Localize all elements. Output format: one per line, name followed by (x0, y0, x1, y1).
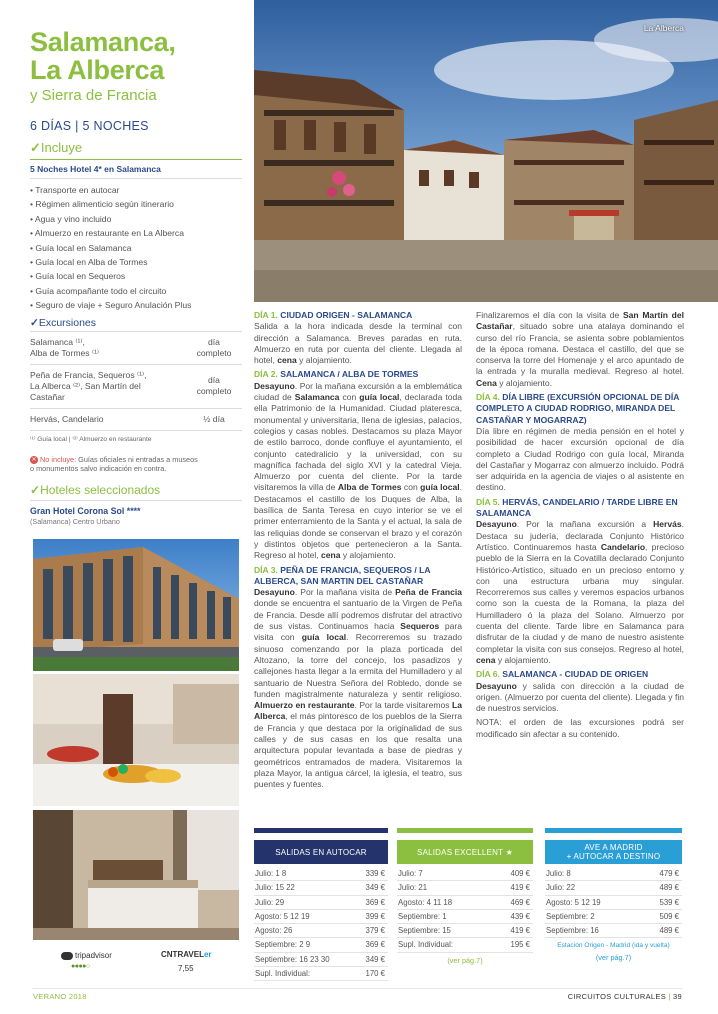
price: 170 € (365, 969, 385, 979)
day-6-heading (476, 669, 684, 680)
page-subtitle: y Sierra de Francia (30, 87, 157, 104)
day-3-text-cont (476, 310, 684, 389)
text-run: Hervás (653, 519, 682, 530)
price: 369 € (365, 940, 385, 950)
price-table-excellent (397, 828, 533, 966)
day-4-heading (476, 392, 684, 426)
list-item: • Seguro de viaje + Seguro Anulación Plus (30, 298, 242, 312)
day-title: DÍA LIBRE (EXCURSIÓN OPCIONAL DE DÍA COMPLETO A CIUDAD RODRIGO, MIRANDA DEL CASTAÑAR Y MOGARRAZ) (476, 392, 680, 425)
excursion-place-line: Castañar (30, 391, 65, 402)
price: 489 € (659, 926, 679, 936)
text-run: cena (321, 550, 341, 561)
text-run: Desayuno (476, 680, 517, 691)
includes-heading-text: Incluye (40, 140, 83, 155)
day-title: HERVÁS, CANDELARIO / TARDE LIBRE EN SALAMANCA (476, 496, 678, 519)
price: 399 € (365, 911, 385, 921)
text-run: para visita con (254, 621, 462, 643)
not-included-note (30, 455, 242, 473)
price: 195 € (510, 940, 530, 950)
price-table-header-text: SALIDAS EXCELLENT (417, 847, 504, 857)
text-run: y alojamiento. (296, 355, 352, 366)
text-run: , precioso pueblo de la Sierra en la Covatilla declarado Conjunto Histórico-Artístico, situado en un precioso entorno y con una estructura urbana muy singular. Recorreremos sus calles y veremos espacios urbanos como son la cuesta de la Romana, la plaza del Humilladero ó la plaza del Solano. Almuerzo por cuenta del cliente. Tarde libre en Salamanca para disfrutar de la ciudad y de mano de nuestro asistente completar la visita con sus consejos. Regreso al hotel, (476, 541, 684, 654)
table-row (254, 924, 388, 938)
text-run: Peña de Francia (395, 587, 462, 598)
table-row (545, 867, 682, 881)
price: 539 € (659, 897, 679, 907)
star-icon: ★ (505, 847, 513, 857)
departure-date: Supl. Individual: (255, 969, 311, 979)
text-run: , declarada toda ella Patrimonio de la Humanidad. Ciudad plateresca, monumental y universitaria, llena de iglesias, palacios, colegios y casas nobles. Destacamos su plaza Mayor de estilo barroco, donde confluye el ayuntamiento, el conjunto catedralicio y la universidad, con su magnífica fachada del siglo XVI y la catedral Vieja. Almuerzo por cuenta del cliente. Por la tarde visitaremos la villa de (254, 392, 463, 493)
text-run: . Por la mañana excursión a (516, 519, 654, 530)
excursion-days-line: completo (196, 347, 232, 358)
check-icon: ✓ (30, 316, 39, 329)
text-run: con (339, 392, 360, 403)
hotel-location: (Salamanca) Centro Urbano (30, 516, 120, 526)
departure-date: Julio: 22 (546, 883, 576, 893)
excursion-place: Hervás, Candelario (30, 413, 104, 424)
footer-season: VERANO 2018 (33, 992, 87, 1001)
hotels-heading-text: Hoteles seleccionados (40, 482, 161, 497)
excursion-days-line: día (208, 374, 220, 385)
list-item: • Régimen alimenticio según itinerario (30, 197, 242, 211)
departure-date: Septiembre: 16 23 30 (255, 954, 330, 964)
text-run: Cena (476, 377, 497, 388)
text-run: Sequeros (400, 621, 440, 632)
day-1-heading (254, 310, 462, 321)
not-included-label: No incluye: (40, 454, 77, 464)
price-rows (545, 867, 682, 938)
rating-dots-icon: ●●●●○ (71, 963, 90, 970)
excursion-row (30, 409, 242, 431)
departure-date: Agosto: 5 12 19 (255, 911, 310, 921)
itinerary-note: NOTA: el orden de las excursiones podrá ser modificado sin afectar a su contenido. (476, 717, 684, 739)
price-rows (397, 867, 533, 953)
day-4-text: Día libre en régimen de media pensión en el hotel y posibilidad de hacer excursión opcional de día completo a Ciudad Rodrigo con guía local, Miranda del Castañar y Mogarraz con almuerzo incluido. Podrá ser adquirida en la agencia de viajes o al asistente en destino. (476, 425, 684, 493)
table-row (545, 881, 682, 895)
check-icon: ✓ (30, 482, 41, 497)
cn-suffix: er (203, 950, 212, 959)
table-row (254, 896, 388, 910)
tripadvisor-text: tripadvisor (75, 951, 112, 960)
price: 379 € (365, 926, 385, 936)
day-6-text (476, 681, 684, 715)
text-run: guía local (359, 392, 400, 403)
text-run: guía local (420, 482, 460, 493)
text-run: y alojamiento. (496, 377, 553, 388)
text-run: con (401, 482, 421, 493)
excursion-place-line: Alba de Tormes ⁽¹⁾ (30, 347, 100, 358)
departure-date: Septiembre: 16 (546, 926, 599, 936)
day-number: DÍA 3. (254, 564, 278, 575)
title-line-1: Salamanca, (30, 27, 176, 57)
price-note: (ver pág.7) (447, 955, 483, 965)
includes-heading (30, 140, 242, 160)
left-column (30, 28, 242, 526)
price: 369 € (365, 897, 385, 907)
day-number: DÍA 1. (254, 310, 278, 320)
owl-icon (61, 952, 73, 960)
text-run: guía local (301, 632, 347, 643)
departure-date: Septiembre: 2 (546, 911, 595, 921)
hotel-ratings (33, 947, 239, 979)
departure-date: Supl. Individual: (398, 940, 454, 950)
day-title: SALAMANCA / ALBA DE TORMES (280, 369, 419, 380)
price-table-bar (545, 828, 682, 833)
price-table-header-line: AVE A MADRID (584, 843, 643, 852)
price: 439 € (510, 911, 530, 921)
excursions-heading (30, 317, 242, 332)
price-table-header (545, 840, 682, 864)
text-run: cena (476, 654, 496, 665)
duration-label: 6 DÍAS | 5 NOCHES (30, 119, 149, 133)
text-run: y salida con dirección a la ciudad de origen. (Almuerzo por cuenta del cliente). Llegada y fin de nuestros servicios. (476, 680, 684, 714)
table-row (254, 881, 388, 895)
text-run: y alojamiento. (340, 550, 396, 561)
day-number: DÍA 4. (476, 392, 500, 403)
itinerary-column-2 (476, 310, 684, 743)
hotel-room-photo (33, 810, 239, 940)
text-run: Salamanca (294, 392, 340, 403)
table-row (397, 867, 533, 881)
departure-date: Agosto: 5 12 19 (546, 897, 601, 907)
price: 409 € (510, 869, 530, 878)
text-run: , situado sobre una atalaya dominando el curso del río Francia, se asienta sobre poblamientos de la época romana. Destaca el castillo, del que se conserva la torre del Homenaje y el arco apuntado de la entrada y la muralla medieval. Regreso al hotel. (476, 321, 684, 377)
excursion-days (186, 337, 242, 359)
price-table-ave-madrid (545, 828, 682, 963)
list-item: • Guía acompañante todo el circuito (30, 284, 242, 298)
hotel-buffet-photo (33, 674, 239, 806)
table-row (545, 924, 682, 938)
text-run: Desayuno (254, 587, 295, 598)
list-item: • Almuerzo en restaurante en La Alberca (30, 226, 242, 240)
list-item: • Guía local en Alba de Tormes (30, 255, 242, 269)
check-icon: ✓ (30, 140, 41, 155)
table-row (254, 967, 388, 981)
itinerary-column-1 (254, 310, 462, 793)
day-title: PEÑA DE FRANCIA, SEQUEROS / LA ALBERCA, SAN MARTIN DEL CASTAÑAR (254, 564, 431, 586)
day-number: DÍA 2. (254, 369, 278, 380)
departure-date: Julio: 29 (255, 897, 285, 907)
title-line-2: La Alberca (30, 55, 165, 85)
day-1-text (254, 321, 462, 366)
list-item: • Guía local en Sequeros (30, 269, 242, 283)
price-table-bar (397, 828, 533, 833)
table-row (397, 938, 533, 952)
departure-date: Agosto: 4 11 18 (398, 897, 453, 907)
price: 419 € (510, 883, 530, 893)
price-rows (254, 867, 388, 981)
table-row (545, 896, 682, 910)
table-row (397, 896, 533, 910)
text-run: . Destaca su judería, declarada Conjunto Histórico Artístico. Continuaremos hasta (476, 519, 684, 552)
table-row (254, 867, 388, 881)
excursion-place (30, 337, 99, 359)
excursion-row (30, 365, 242, 409)
text-run: donde se encuentra el santuario de la Virgen de Peña de Francia. Desde allí podremos disfrutar del atractivo de sus vistas. Continuamos hacia (254, 598, 462, 632)
cross-icon: ✕ (31, 456, 37, 463)
includes-hotel-line: 5 Noches Hotel 4* en Salamanca (30, 164, 242, 179)
day-2-heading (254, 369, 462, 380)
departure-date: Septiembre: 2 9 (255, 940, 311, 950)
excursion-place (30, 370, 146, 403)
departure-date: Julio: 15 22 (255, 883, 295, 893)
price-table-autocar (254, 828, 388, 981)
day-3-heading (254, 565, 462, 588)
hotel-name: Gran Hotel Corona Sol **** (30, 505, 141, 516)
price-note: (ver pág.7) (595, 953, 632, 963)
text-run: y alojamiento. (495, 654, 551, 665)
departure-date: Agosto: 26 (255, 926, 293, 936)
day-title: CIUDAD ORIGEN - SALAMANCA (280, 310, 413, 320)
day-2-text (254, 381, 462, 562)
price: 479 € (659, 869, 679, 878)
departure-date: Julio: 7 (398, 869, 423, 878)
footer-section-text: CIRCUITOS CULTURALES (567, 992, 667, 1001)
cn-brand: CNTRAVEL (161, 950, 204, 959)
list-item: • Agua y vino incluido (30, 212, 242, 226)
departure-date: Septiembre: 15 (398, 926, 451, 936)
list-item: • Guía local en Salamanca (30, 241, 242, 255)
la-alberca-hero-photo (254, 0, 718, 302)
price: 489 € (659, 883, 679, 893)
text-run: Finalizaremos el día con la visita de (476, 310, 623, 320)
text-run: Almuerzo en restaurante (254, 700, 355, 711)
text-run: . Recorreremos su trazado sinuoso comenzando por la plaza porticada del Altozano, la torre del concejo, los pasadizos y callejones hasta llegar a la ermita del Humilladero y al santuario de Nuestra Señora del Robledo, donde se funden magistralmente naturaleza y sentir religioso. (254, 632, 462, 699)
text-run: Desayuno (254, 380, 295, 391)
footer-divider (33, 988, 682, 989)
price: 419 € (510, 926, 530, 936)
price: 339 € (365, 869, 385, 878)
text-run: . Destacamos el castillo de los Duques de Alba, la basílica de Santa Teresa en cuyo interior se ve el primer enterramiento de la Santa y el actual, la sala de las reliquias donde se conservan el brazo y el corazón y distintos objetos que pertenecieron a la Santa. Regreso al hotel, (254, 482, 463, 561)
table-row (397, 910, 533, 924)
excursion-row (30, 332, 242, 365)
footer-section (568, 992, 682, 1001)
page-number: 39 (673, 992, 682, 1001)
text-run: . Por la tarde visitaremos (354, 700, 453, 711)
excursion-days-line: completo (196, 385, 232, 396)
day-5-text (476, 519, 684, 666)
excursion-days (186, 370, 242, 403)
hero-caption: La Alberca (643, 23, 684, 33)
text-run: Alba de Tormes (337, 482, 402, 493)
text-run: Desayuno (476, 519, 517, 530)
price-table-bar (254, 828, 388, 833)
text-run: , el más pintoresco de los pueblos de la Sierra de Francia y que destaca por la originalidad de sus calles y de sus casas en los que resalta una arquitectura popular levantada a base de piedras y geométricos entramados de madera. Visitaremos la plaza Mayor, la antigua cárcel, la iglesia, el teatro, sus puentes y fuentes. (254, 711, 462, 790)
price: 349 € (365, 883, 385, 893)
day-number: DÍA 6. (476, 669, 500, 680)
not-included-text: o monumentos salvo indicación en contra. (30, 463, 167, 473)
text-run: Salida a la hora indicada desde la terminal con dirección a Salamanca. Breves paradas en ruta. Almuerzo en ruta por cuenta del cliente. Llegada al hotel, (254, 321, 462, 366)
excursion-days: ½ día (203, 413, 225, 424)
text-run: . Por la mañana excursión a la emblemática ciudad de (254, 380, 462, 403)
cntraveler-logo (161, 950, 212, 959)
departure-date: Septiembre: 1 (398, 911, 447, 921)
excursions-heading-text: Excursiones (38, 316, 97, 329)
hotels-heading (30, 483, 242, 501)
excursion-place-line: Salamanca ⁽¹⁾, (30, 336, 85, 347)
text-run: cena (277, 355, 297, 366)
day-3-text (254, 587, 462, 790)
footer-separator: | (666, 992, 674, 1001)
text-run: . Por la mañana visita de (294, 587, 396, 598)
departure-date: Julio: 1 8 (255, 869, 287, 878)
day-number: DÍA 5. (476, 496, 500, 507)
price-note: Estación Origen - Madrid (ida y vuelta) (557, 942, 670, 950)
hotel-exterior-photo (33, 539, 239, 671)
price-table-header-line: + AUTOCAR A DESTINO (566, 852, 661, 861)
departure-date: Julio: 21 (398, 883, 428, 893)
price: 469 € (510, 897, 530, 907)
cn-score: 7,55 (178, 964, 194, 973)
table-row (397, 881, 533, 895)
departure-date: Julio: 8 (546, 869, 571, 878)
table-row (545, 910, 682, 924)
page-title (30, 28, 242, 84)
day-5-heading (476, 497, 684, 520)
text-run: San Martín del Castañar (476, 310, 684, 332)
price: 349 € (365, 954, 385, 964)
excursion-days-line: día (208, 336, 220, 347)
text-run: La Alberca (254, 700, 463, 722)
list-item: • Transporte en autocar (30, 183, 242, 197)
price-table-header: SALIDAS EN AUTOCAR (254, 840, 388, 864)
excursion-place-line: Peña de Francia, Sequeros ⁽¹⁾, (30, 369, 147, 380)
table-row (254, 938, 388, 952)
tripadvisor-logo (61, 951, 112, 960)
table-row (254, 953, 388, 967)
table-row (397, 924, 533, 938)
day-title: SALAMANCA - CIUDAD DE ORIGEN (502, 669, 649, 680)
not-included-text: Guías oficiales ni entradas a museos (78, 454, 198, 464)
price-table-header (397, 840, 533, 864)
excursions-note: ⁽¹⁾ Guía local | ⁽²⁾ Almuerzo en restaurante (30, 435, 152, 443)
excursion-place-line: La Alberca ⁽²⁾, San Martín del (30, 380, 141, 391)
text-run: Candelario (600, 541, 646, 552)
price: 509 € (659, 911, 679, 921)
includes-list (30, 183, 242, 313)
table-row (254, 910, 388, 924)
